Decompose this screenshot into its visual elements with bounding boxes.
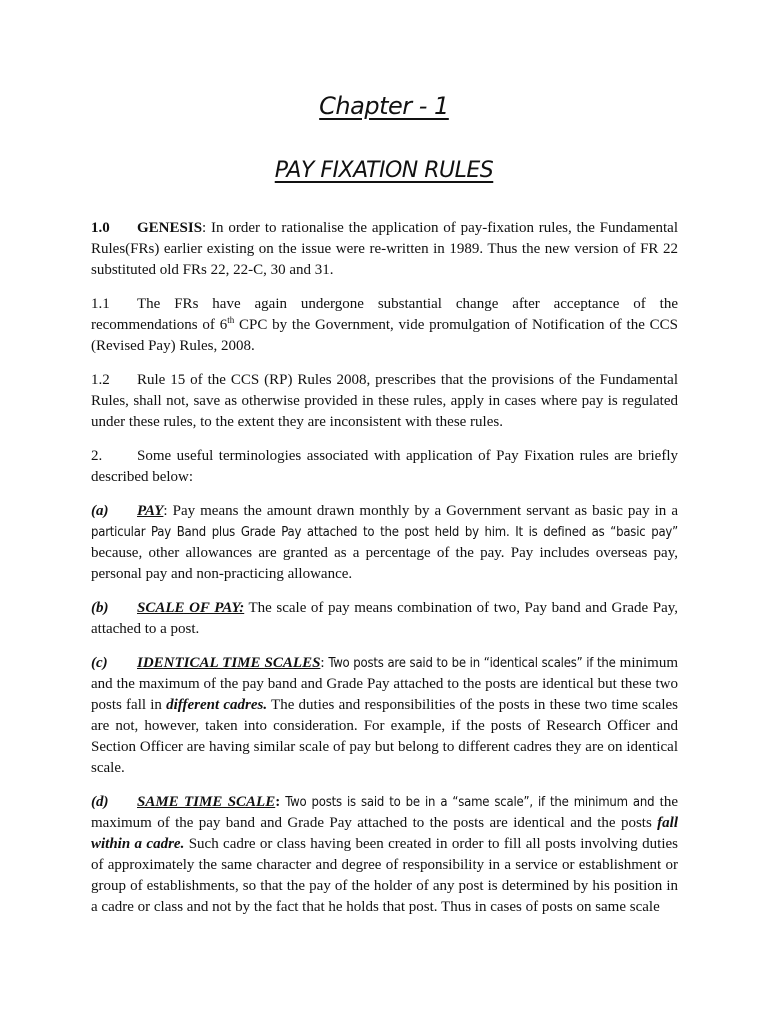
definition-scale-of-pay (91, 598, 678, 640)
para-number: 1.0 (91, 220, 110, 236)
para-text: Rule 15 of the CCS (RP) Rules 2008, prescribes that the provisions of the Fundamental Rules, shall not, save as otherwise provided in these rules, apply in cases where pay is regulated under these rules, to the extent they are inconsistent with these rules. (91, 372, 678, 430)
item-label: (d) (91, 794, 109, 810)
chapter-title: Chapter - 1 (319, 92, 449, 120)
term-same-time-scale: SAME TIME SCALE (137, 794, 276, 810)
para-text: Such cadre or class having been created in order to fill all posts involving duties of approximately the same character and degree of responsibility in a service or establishment or group of establishments, so that the pay of the holder of any post is determined by his position in a cadre or class and not by the fact that he holds that post. Thus in cases of posts on same scale (91, 836, 678, 915)
para-text: CPC by the Government, vide promulgation of Notification of the CCS (Revised Pay) Rules, 2008. (91, 317, 679, 354)
colon: : (320, 655, 325, 671)
colon: : (163, 503, 168, 519)
paragraph-genesis (91, 218, 678, 281)
para-text: Pay means the amount drawn monthly by a Government servant as basic pay in a (167, 503, 678, 519)
colon: : (275, 794, 281, 810)
paragraph-1-1 (91, 294, 678, 357)
paragraph-1-2 (91, 370, 678, 433)
para-text-sans: particular Pay Band plus Grade Pay attached to the post held by him. It is defined as “basic pay” (91, 525, 678, 540)
section-title: PAY FIXATION RULES (274, 158, 494, 183)
para-text: The scale of pay means combination of two, Pay band and Grade Pay, attached to a post. (91, 600, 678, 637)
colon: : (202, 220, 207, 236)
paragraph-2 (91, 446, 678, 488)
item-label: (a) (91, 503, 109, 519)
para-text-sans: Two posts are said to be in “identical scales” if the (324, 656, 616, 671)
para-text: The FRs have again undergone substantial change after acceptance of the recommendations of 6 (91, 296, 678, 333)
para-number: 2. (91, 448, 103, 464)
superscript: th (227, 315, 235, 325)
para-number: 1.2 (91, 372, 110, 388)
item-label: (b) (91, 600, 109, 616)
para-text: Some useful terminologies associated with application of Pay Fixation rules are briefly described below: (91, 448, 678, 485)
term-pay: PAY (137, 503, 164, 519)
definition-pay (91, 501, 678, 585)
para-text: minimum and the maximum of the pay band and Grade Pay attached to the posts are identical but these two posts fall in (91, 655, 679, 713)
para-text: The duties and responsibilities of the posts in these two time scales are not, however, taken into consideration. For example, if the posts of Research Officer and Section Officer are having similar scale of pay but belong to different cadres they are on identical scale. (91, 697, 679, 776)
para-number: 1.1 (91, 296, 110, 312)
definition-identical-time-scales (91, 653, 678, 779)
emphasis: fall within a cadre. (91, 815, 678, 852)
term-scale-of-pay: SCALE OF PAY: (137, 600, 245, 616)
emphasis: different cadres. (166, 697, 268, 713)
document-body (91, 218, 678, 931)
item-label: (c) (91, 655, 108, 671)
genesis-heading: GENESIS (137, 220, 203, 236)
definition-same-time-scale (91, 792, 678, 918)
para-text: because, other allowances are granted as a percentage of the pay. Pay includes overseas pay, personal pay and non-practicing allowance. (91, 545, 678, 582)
para-text: the maximum of the pay band and Grade Pay attached to the posts are identical and the posts (91, 794, 678, 831)
term-identical-time-scales: IDENTICAL TIME SCALES (137, 655, 321, 671)
para-text-sans: Two posts is said to be in a “same scale”, if the minimum and (280, 795, 655, 810)
para-text: In order to rationalise the application of pay-fixation rules, the Fundamental Rules(FRs) earlier existing on the issue were re-written in 1989. Thus the new version of FR 22 substituted old FRs 22, 22-C, 30 and 31. (91, 220, 678, 278)
